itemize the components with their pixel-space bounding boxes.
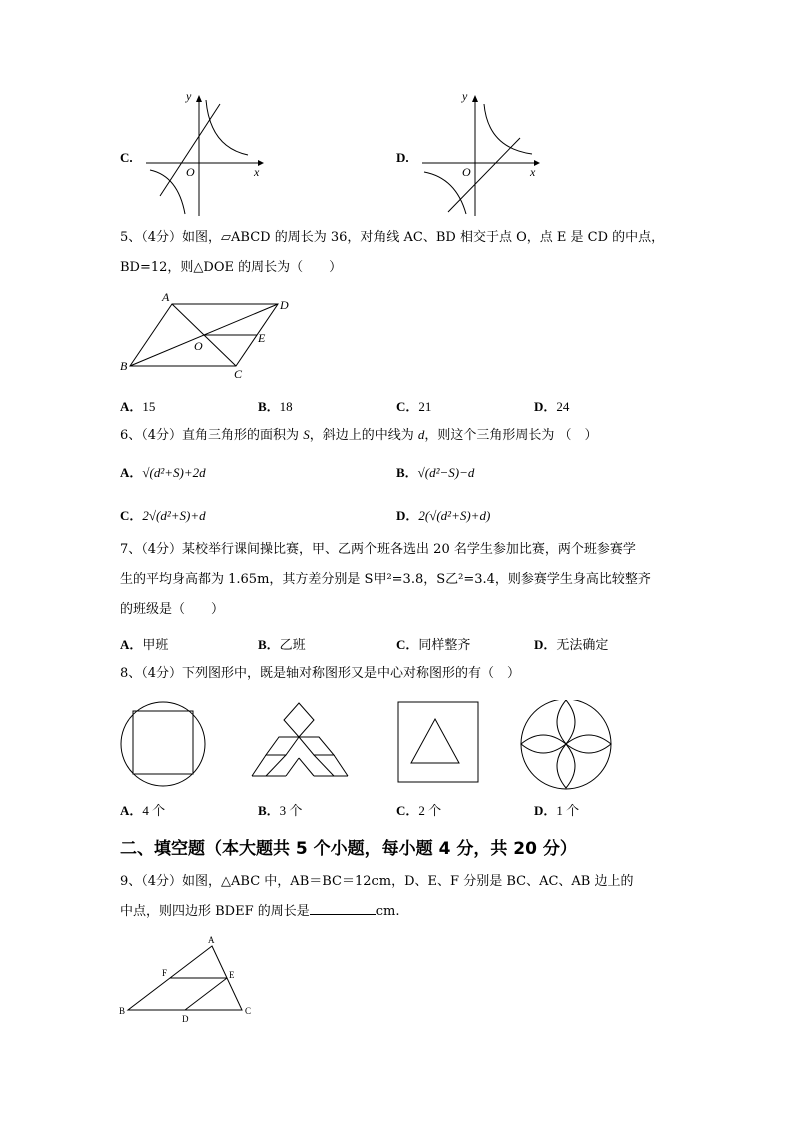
q6-option-c: C．2√(d²+S)+d [120,508,206,523]
label-e: E [229,970,235,980]
y-axis-arrow [196,95,202,102]
label-e: E [258,331,266,345]
label-a: A [208,935,215,945]
q8-option-c: C．2 个 [396,803,442,818]
q7-option-b: B．乙班 [258,637,306,652]
q5-option-a: A．15 [120,399,156,414]
segment-ed [185,978,227,1010]
origin-label: O [462,165,471,179]
q8-figure-circle-petals [518,700,618,790]
option-c-label: C. [120,150,133,165]
label-b: B [120,359,128,373]
hyperbola-branch-2 [150,170,185,214]
label-d: D [182,1014,189,1024]
label-c: C [245,1006,252,1016]
q7-option-a: A．甲班 [120,637,169,652]
q9-line1: 9、（4分）如图，△ABC 中，AB＝BC＝12cm，D、E、F 分别是 BC、AC、AB 边上的 [120,874,634,889]
q6-option-b: B．√(d²−S)−d [396,465,475,480]
q8-option-d: D．1 个 [534,803,580,818]
q7-line2: 生的平均身高都为 1.65m，其方差分别是 S甲²=3.8，S乙²=3.4，则参赛学生身高比较整齐 [120,572,651,587]
q8-line1: 8、（4分）下列图形中，既是轴对称图形又是中心对称图形的有（ ） [120,666,521,681]
x-label: x [254,165,260,179]
q5-option-c: C．21 [396,399,432,414]
q9-triangle-figure [118,934,263,1024]
option-d-label: D. [396,150,409,165]
y-axis-arrow [472,95,478,102]
q8-figure-square-triangle [395,700,485,785]
line-graph [448,138,520,212]
q5-option-d: D．24 [534,399,570,414]
label-a: A [162,290,170,304]
q9-line2: 中点，则四边形 BDEF 的周长是 cm. [120,904,400,919]
q7-option-d: D．无法确定 [534,637,609,652]
graph-option-d [416,92,541,217]
q6-option-d: D．2(√(d²+S)+d) [396,508,491,523]
q7-option-c: C．同样整齐 [396,637,471,652]
y-label: y [462,92,468,103]
q7-line3: 的班级是（ ） [120,602,225,617]
q8-figure-three-rhombi [250,700,350,780]
q5-line1: 5、（4分）如图，▱ABCD 的周长为 36，对角线 AC、BD 相交于点 O，点 E 是 CD 的中点， [120,230,665,245]
graph-option-c [140,92,265,217]
answer-blank[interactable] [310,902,376,915]
origin-label: O [186,165,195,179]
q5-parallelogram-figure [118,290,298,380]
section-title-fill-in: 二、填空题（本大题共 5 个小题，每小题 4 分，共 20 分） [120,839,577,859]
q8-option-a: A．4 个 [120,803,166,818]
hyperbola-branch-2 [424,172,466,214]
label-o: O [194,339,203,353]
line-graph [160,104,220,196]
label-c: C [234,367,243,380]
label-b: B [119,1006,126,1016]
hyperbola-branch-1 [206,100,248,155]
hyperbola-branch-1 [484,104,532,154]
label-f: F [162,968,168,978]
q6-option-a: A．√(d²+S)+2d [120,465,206,480]
q8-figure-circle-square [118,700,218,790]
q7-line1: 7、（4分）某校举行课间操比赛，甲、乙两个班各选出 20 名学生参加比赛，两个班参赛学 [120,542,636,557]
q6-stem: 6、（4分）直角三角形的面积为 S，斜边上的中线为 d，则这个三角形周长为 （ ） [120,427,598,443]
label-d: D [280,298,289,312]
q5-line2: BD=12，则△DOE 的周长为（ ） [120,260,343,275]
y-label: y [186,92,192,103]
x-label: x [530,165,536,179]
q8-option-b: B．3 个 [258,803,303,818]
q5-option-b: B．18 [258,399,293,414]
